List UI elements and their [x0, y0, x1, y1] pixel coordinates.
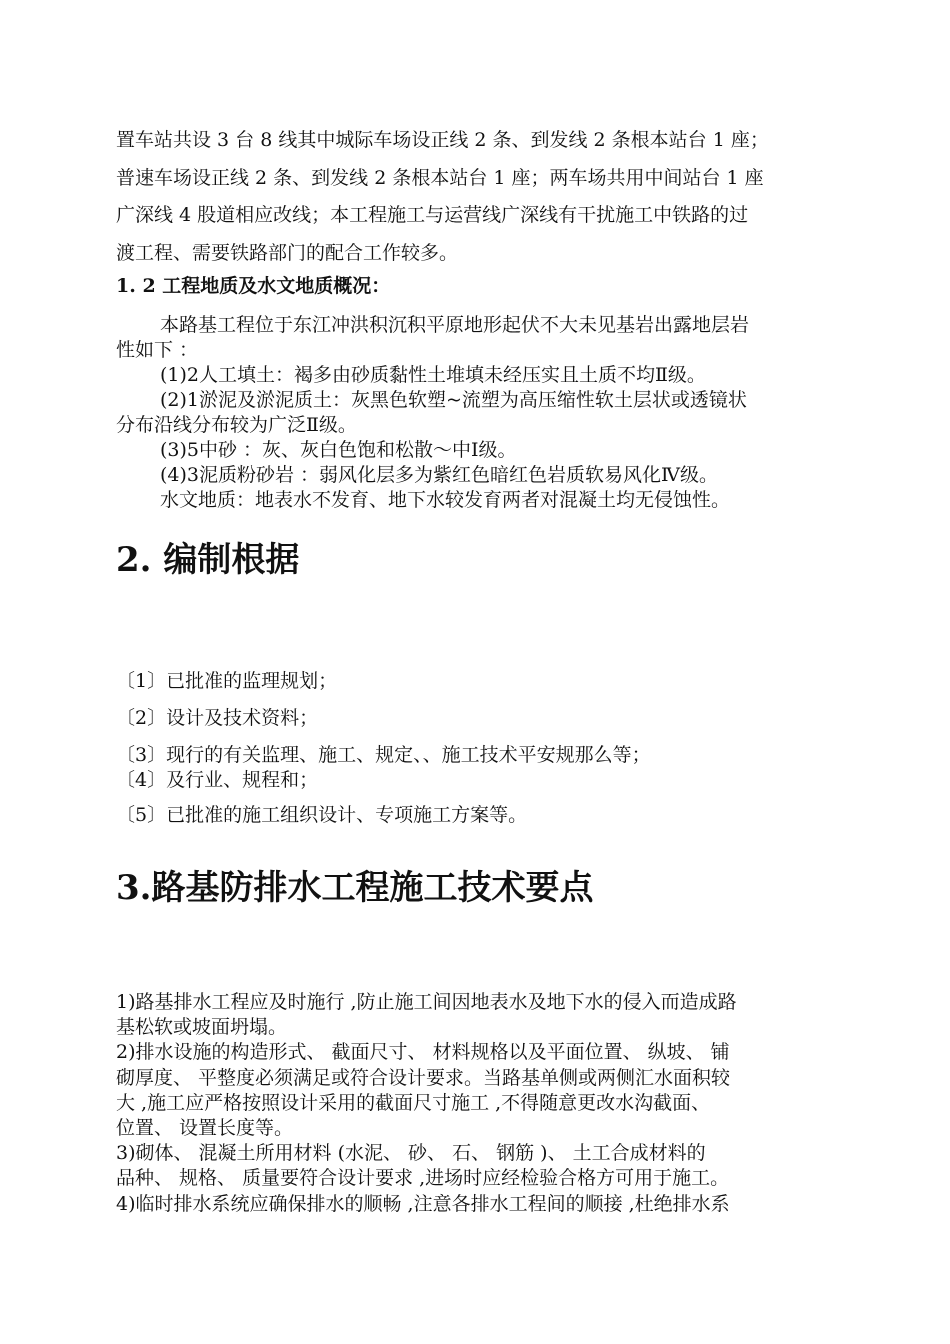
text-line: 水文地质：地表水不发育、地下水较发育两者对混凝土均无侵蚀性。: [160, 489, 731, 511]
list-item: 〔1〕已批准的监理规划；: [116, 670, 338, 692]
text-line: (1)2人工填土：褐多由砂质黏性土堆填未经压实且土质不均Ⅱ级。: [160, 364, 706, 386]
text-line: 渡工程、需要铁路部门的配合工作较多。: [116, 241, 459, 264]
text-line: 品种、 规格、 质量要符合设计要求 ,进场时应经检验合格方可用于施工。: [116, 1167, 730, 1190]
geology-paragraph: [116, 313, 860, 513]
text-line: 4)临时排水系统应确保排水的顺畅 ,注意各排水工程间的顺接 ,杜绝排水系: [116, 1192, 730, 1215]
text-line: (4)3泥质粉砂岩 ：弱风化层多为紫红色暗红色岩质软易风化Ⅳ级。: [160, 464, 719, 486]
drainage-paragraph: [116, 990, 860, 1217]
list-item: 〔5〕已批准的施工组织设计、专项施工方案等。: [116, 804, 528, 826]
text-line: 性如下 ：: [116, 339, 199, 361]
text-line: 普速车场设正线 2 条、到发线 2 条根本站台 1 座；两车场共用中间站台 1 座: [116, 166, 764, 189]
text-line: 置车站共设 3 台 8 线其中城际车场设正线 2 条、到发线 2 条根本站台 1 座；: [116, 129, 769, 151]
text-line: 2)排水设施的构造形式、 截面尺寸、 材料规格以及平面位置、 纵坡、 铺: [116, 1041, 730, 1064]
text-line: 大 ,施工应严格按照设计采用的截面尺寸施工 ,不得随意更改水沟截面、: [116, 1091, 711, 1114]
subsection-heading: 1. 2 工程地质及水文地质概况：: [116, 275, 391, 297]
text-line: 3)砌体、 混凝土所用材料 (水泥、 砂、 石、 钢筋 )、 土工合成材料的: [116, 1142, 706, 1165]
text-line: 位置、 设置长度等。: [116, 1117, 294, 1140]
list-item: 〔2〕设计及技术资料；: [116, 707, 319, 729]
text-line: (2)1淤泥及淤泥质土：灰黑色软塑~流塑为高压缩性软土层状或透镜状: [160, 389, 747, 411]
list-item: 〔4〕及行业、规程和；: [116, 769, 319, 791]
text-line: 本路基工程位于东江冲洪积沉积平原地形起伏不大未见基岩出露地层岩: [160, 314, 750, 336]
text-line: 砌厚度、 平整度必须满足或符合设计要求。当路基单侧或两侧汇水面积较: [116, 1066, 731, 1089]
text-line: 1)路基排水工程应及时施行 ,防止施工间因地表水及地下水的侵入而造成路: [116, 991, 737, 1013]
text-line: 分布沿线分布较为广泛Ⅱ级。: [116, 414, 357, 436]
list-item: 〔3〕现行的有关监理、施工、规定、、施工技术平安规那么等；: [116, 744, 651, 766]
text-line: (3)5中砂 ：灰、灰白色饱和松散～中Ⅰ级。: [160, 439, 517, 461]
text-line: 广深线 4 股道相应改线；本工程施工与运营线广深线有干扰施工中铁路的过: [116, 204, 749, 226]
section-heading: 2. 编制根据: [116, 540, 300, 580]
intro-paragraph: [116, 122, 860, 272]
text-line: 基松软或坡面坍塌。: [116, 1016, 288, 1039]
section-heading: 3.路基防排水工程施工技术要点: [116, 868, 594, 908]
